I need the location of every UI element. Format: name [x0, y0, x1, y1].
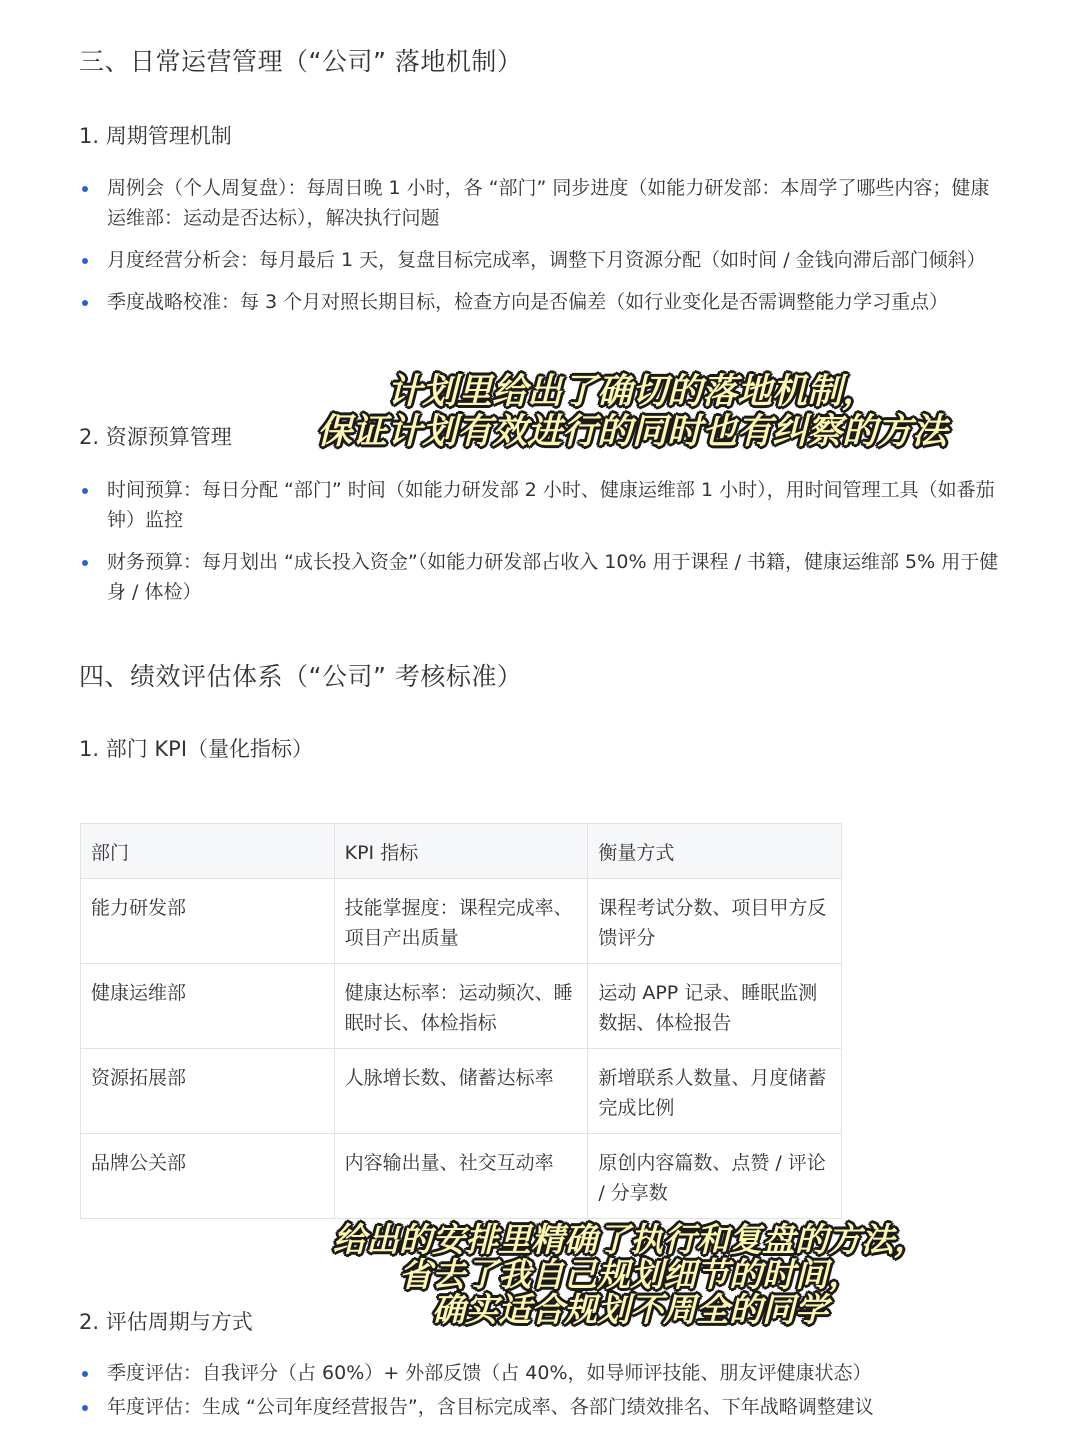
- subsection-kpi-heading: 1. 部门 KPI（量化指标）: [79, 737, 314, 761]
- section4-heading: 四、绩效评估体系（“公司” 考核标准）: [79, 662, 523, 691]
- table-row: [81, 1134, 842, 1219]
- table-cell: 运动 APP 记录、睡眠监测数据、体检报告: [588, 964, 842, 1049]
- subsection-cycle-management-heading: 1. 周期管理机制: [79, 124, 232, 148]
- list-item: 季度战略校准：每 3 个月对照长期目标，检查方向是否偏差（如行业变化是否需调整能力学习重点）: [79, 287, 999, 317]
- caption-line: 省去了我自己规划细节的时间，: [399, 1255, 861, 1294]
- table-cell: 资源拓展部: [81, 1049, 335, 1134]
- table-cell: 人脉增长数、储蓄达标率: [334, 1049, 588, 1134]
- table-cell: 技能掌握度：课程完成率、项目产出质量: [334, 879, 588, 964]
- table-cell: 健康达标率：运动频次、睡眠时长、体检指标: [334, 964, 588, 1049]
- subsection-resource-budget-heading: 2. 资源预算管理: [79, 425, 232, 449]
- table-row: [81, 879, 842, 964]
- caption-line: 确实适合规划不周全的同学: [432, 1290, 828, 1329]
- table-row: [81, 1049, 842, 1134]
- caption-line: 保证计划有效进行的同时也有纠察的方法: [316, 412, 947, 452]
- list-item: 月度经营分析会：每月最后 1 天，复盘目标完成率，调整下月资源分配（如时间 / 金钱向滞后部门倾斜）: [79, 245, 999, 275]
- evaluation-list: [79, 1358, 999, 1434]
- overlay-caption-top: [262, 372, 1002, 452]
- kpi-table: [80, 823, 842, 1219]
- caption-line: 计划里给出了确切的落地机制，: [386, 372, 877, 412]
- table-header-row: [81, 824, 842, 879]
- cycle-management-list: [79, 173, 999, 329]
- table-cell: 品牌公关部: [81, 1134, 335, 1219]
- list-item: 季度评估：自我评分（占 60%）+ 外部反馈（占 40%，如导师评技能、朋友评健康状态）: [79, 1358, 999, 1388]
- list-item: 周例会（个人周复盘）：每周日晚 1 小时，各 “部门” 同步进度（如能力研发部：本周学了哪些内容；健康运维部：运动是否达标），解决执行问题: [79, 173, 999, 233]
- table-cell: 课程考试分数、项目甲方反馈评分: [588, 879, 842, 964]
- table-cell: 内容输出量、社交互动率: [334, 1134, 588, 1219]
- resource-budget-list: [79, 475, 999, 619]
- table-cell: 健康运维部: [81, 964, 335, 1049]
- subsection-evaluation-heading: 2. 评估周期与方式: [79, 1310, 253, 1334]
- table-row: [81, 964, 842, 1049]
- table-cell: 原创内容篇数、点赞 / 评论 / 分享数: [588, 1134, 842, 1219]
- table-header-cell: 部门: [81, 824, 335, 879]
- caption-line: 给出的安排里精确了执行和复盘的方法，: [333, 1220, 927, 1259]
- table-cell: 能力研发部: [81, 879, 335, 964]
- list-item: 年度评估：生成 “公司年度经营报告”，含目标完成率、各部门绩效排名、下年战略调整建议: [79, 1392, 999, 1422]
- list-item: 时间预算：每日分配 “部门” 时间（如能力研发部 2 小时、健康运维部 1 小时），用时间管理工具（如番茄钟）监控: [79, 475, 999, 535]
- section3-heading: 三、日常运营管理（“公司” 落地机制）: [79, 47, 523, 76]
- overlay-caption-bottom: [300, 1222, 960, 1327]
- table-cell: 新增联系人数量、月度储蓄完成比例: [588, 1049, 842, 1134]
- list-item: 财务预算：每月划出 “成长投入资金”（如能力研发部占收入 10% 用于课程 / 书籍，健康运维部 5% 用于健身 / 体检）: [79, 547, 999, 607]
- table-header-cell: 衡量方式: [588, 824, 842, 879]
- table-header-cell: KPI 指标: [334, 824, 588, 879]
